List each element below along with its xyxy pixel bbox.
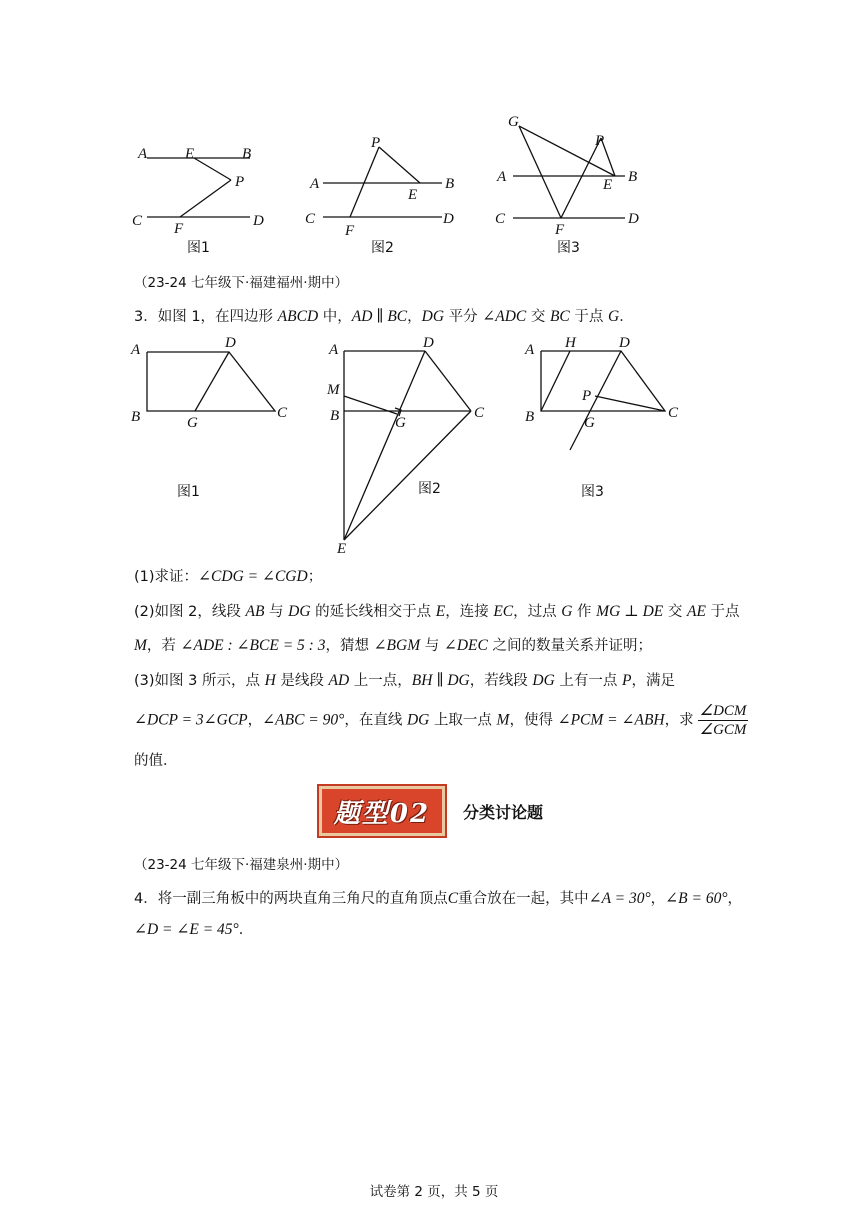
label-b: B	[242, 146, 252, 162]
label-g: G	[508, 114, 519, 130]
label-a: A	[131, 342, 141, 358]
label-h: H	[565, 335, 576, 351]
label-f: F	[174, 221, 184, 237]
label-g: G	[395, 415, 406, 431]
q4-source: （23-24 七年级下·福建泉州·期中）	[134, 857, 349, 873]
q3-part3-line3: 的值．	[134, 753, 178, 769]
segment-bh	[541, 351, 570, 411]
label-d: D	[443, 211, 454, 227]
label-c: C	[474, 405, 485, 421]
q4-line2: ∠D = ∠E = 45°．	[134, 921, 254, 938]
label-f: F	[345, 223, 355, 239]
label-g: G	[584, 415, 595, 431]
label-a: A	[497, 169, 507, 185]
caption: 图3	[557, 240, 580, 256]
label-d: D	[253, 213, 264, 229]
caption: 图2	[371, 240, 394, 256]
q3-part1: (1)求证：∠CDG = ∠CGD；	[134, 568, 323, 585]
segment-pf	[350, 147, 379, 217]
label-b: B	[628, 169, 638, 185]
label-d: D	[225, 335, 236, 351]
label-b: B	[525, 409, 535, 425]
label-c: C	[132, 213, 143, 229]
segment-dc	[425, 351, 471, 411]
q3-figure-2	[325, 335, 500, 561]
label-c: C	[668, 405, 679, 421]
label-b: B	[131, 409, 141, 425]
label-c: C	[495, 211, 506, 227]
label-b: B	[445, 176, 455, 192]
q3-figure-1	[125, 335, 295, 509]
top-figure-1	[125, 135, 275, 264]
label-p: P	[582, 388, 592, 404]
q3-stem: 3．如图 1，在四边形 ABCD 中，AD ∥ BC，DG 平分 ∠ADC 交 BC 于点 G．	[134, 308, 634, 325]
segment-ec	[344, 411, 471, 540]
segment-ep	[194, 158, 231, 180]
label-e: E	[603, 177, 613, 193]
label-c: C	[305, 211, 316, 227]
segment-fp	[561, 138, 601, 218]
q3-part3-line2: ∠DCP = 3∠GCP，∠ABC = 90°，在直线 DG 上取一点 M，使得 ∠PCM = ∠ABH，求 $\frac{\text{∠DCM}}{\text{∠GCM}}$	[134, 703, 747, 738]
label-b: B	[330, 408, 340, 424]
q3-part2-line2: M，若 ∠ADE : ∠BCE = 5 : 3，猜想 ∠BGM 与 ∠DEC 之间的数量关系并证明；	[134, 637, 652, 654]
label-p: P	[595, 133, 605, 149]
segment-pc	[595, 396, 665, 411]
segment-dg	[195, 352, 229, 411]
q4-line1: 4．将一副三角板中的两块直角三角尺的直角顶点C重合放在一起，其中∠A = 30°，∠B = 60°，	[134, 890, 743, 907]
label-e: E	[185, 146, 195, 162]
top-figure-3	[495, 112, 655, 264]
quad-abcd	[541, 351, 665, 411]
label-g: G	[187, 415, 198, 431]
label-a: A	[329, 342, 339, 358]
q3-source: （23-24 七年级下·福建福州·期中）	[134, 275, 349, 291]
label-p: P	[235, 174, 245, 190]
label-d: D	[423, 335, 434, 351]
caption: 图1	[177, 484, 200, 500]
caption: 图2	[418, 481, 441, 497]
label-e: E	[408, 187, 418, 203]
section-title: 分类讨论题	[463, 803, 544, 822]
segment-pf	[180, 180, 231, 217]
label-c: C	[277, 405, 288, 421]
q3-part2-line1: (2)如图 2，线段 AB 与 DG 的延长线相交于点 E，连接 EC，过点 G 作 MG ⊥ DE 交 AE 于点	[134, 603, 740, 620]
top-figure-2	[305, 135, 465, 264]
label-a: A	[138, 146, 148, 162]
label-f: F	[555, 222, 565, 238]
segment-pe	[379, 147, 420, 183]
caption: 图3	[581, 484, 604, 500]
caption: 图1	[187, 240, 210, 256]
label-p: P	[371, 135, 381, 151]
label-a: A	[525, 342, 535, 358]
label-d: D	[619, 335, 630, 351]
q3-figure-3	[520, 335, 690, 509]
quad-abcd	[147, 352, 275, 411]
fraction-dcm-gcm: $\frac{\text{∠DCM}}{\text{∠GCM}}$	[699, 703, 747, 738]
label-d: D	[628, 211, 639, 227]
segment-de	[344, 351, 425, 540]
section-badge: 题型02	[319, 786, 445, 836]
label-m: M	[327, 382, 340, 398]
segment-gf	[519, 126, 561, 218]
label-e: E	[337, 541, 347, 557]
page-footer: 试卷第 2 页，共 5 页	[369, 1184, 499, 1200]
q3-part3-line1: (3)如图 3 所示，点 H 是线段 AD 上一点，BH ∥ DG，若线段 DG 上有一点 P，满足	[134, 672, 675, 689]
label-a: A	[310, 176, 320, 192]
